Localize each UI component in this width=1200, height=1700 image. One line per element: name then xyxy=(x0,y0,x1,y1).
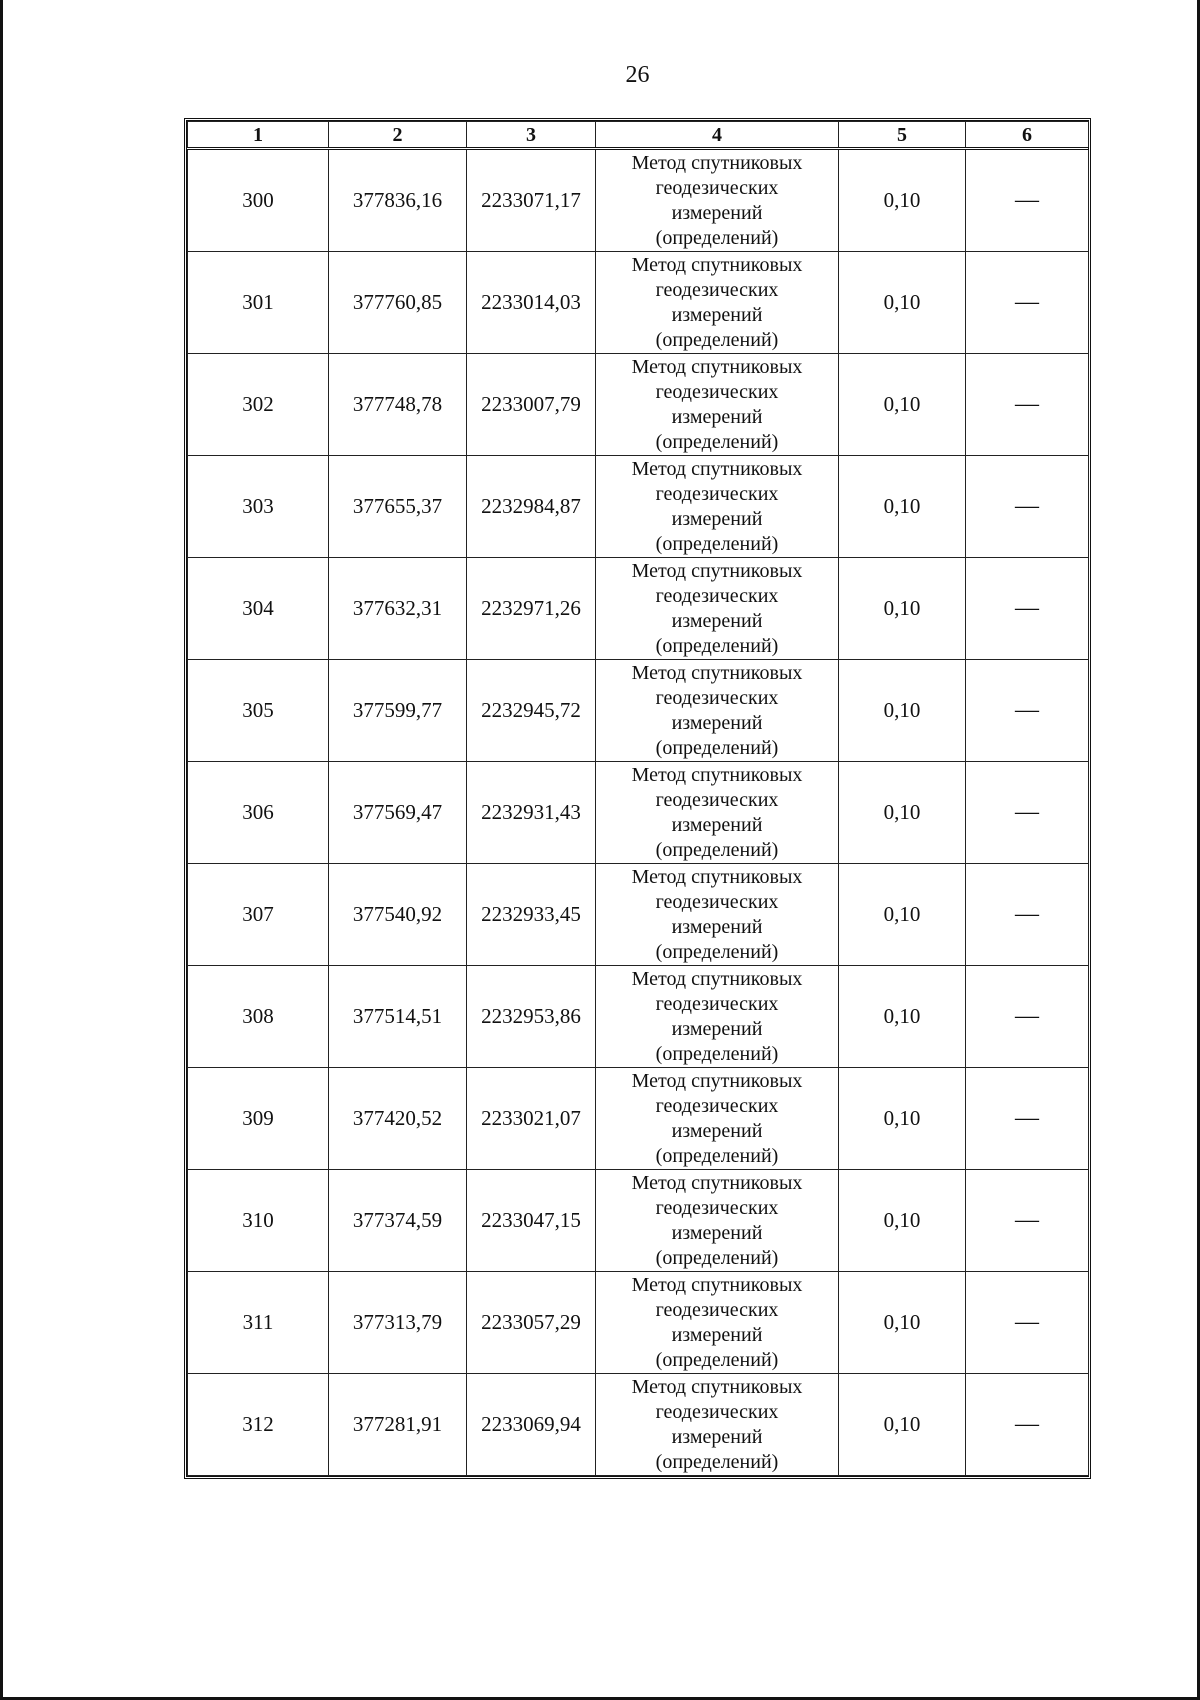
method-cell: Метод спутниковых геодезических измерений (определений) xyxy=(596,1374,839,1476)
coordinate-x-cell: 377281,91 xyxy=(329,1374,467,1476)
point-number-cell: 302 xyxy=(188,354,329,456)
coordinate-x-cell: 377313,79 xyxy=(329,1272,467,1374)
coordinate-y-cell: 2233021,07 xyxy=(467,1068,596,1170)
column-header-4: 4 xyxy=(596,122,839,149)
coordinate-x-cell: 377420,52 xyxy=(329,1068,467,1170)
coordinate-x-cell: 377514,51 xyxy=(329,966,467,1068)
coordinate-y-cell: 2232971,26 xyxy=(467,558,596,660)
accuracy-cell: 0,10 xyxy=(839,558,966,660)
accuracy-cell: 0,10 xyxy=(839,149,966,252)
method-cell: Метод спутниковых геодезических измерений (определений) xyxy=(596,864,839,966)
note-cell: — xyxy=(966,1272,1089,1374)
point-number-cell: 301 xyxy=(188,252,329,354)
accuracy-cell: 0,10 xyxy=(839,1272,966,1374)
table-row xyxy=(188,660,1089,762)
accuracy-cell: 0,10 xyxy=(839,252,966,354)
method-cell: Метод спутниковых геодезических измерений (определений) xyxy=(596,1068,839,1170)
method-cell: Метод спутниковых геодезических измерений (определений) xyxy=(596,1272,839,1374)
table-row xyxy=(188,1170,1089,1272)
coordinate-y-cell: 2233014,03 xyxy=(467,252,596,354)
coordinate-y-cell: 2233047,15 xyxy=(467,1170,596,1272)
note-cell: — xyxy=(966,762,1089,864)
note-cell: — xyxy=(966,456,1089,558)
coordinate-y-cell: 2232933,45 xyxy=(467,864,596,966)
note-cell: — xyxy=(966,864,1089,966)
accuracy-cell: 0,10 xyxy=(839,864,966,966)
note-cell: — xyxy=(966,558,1089,660)
accuracy-cell: 0,10 xyxy=(839,660,966,762)
table-header-row xyxy=(188,122,1089,149)
note-cell: — xyxy=(966,252,1089,354)
note-cell: — xyxy=(966,1068,1089,1170)
point-number-cell: 308 xyxy=(188,966,329,1068)
method-cell: Метод спутниковых геодезических измерений (определений) xyxy=(596,762,839,864)
method-cell: Метод спутниковых геодезических измерений (определений) xyxy=(596,149,839,252)
method-cell: Метод спутниковых геодезических измерений (определений) xyxy=(596,354,839,456)
column-header-3: 3 xyxy=(467,122,596,149)
point-number-cell: 309 xyxy=(188,1068,329,1170)
note-cell: — xyxy=(966,354,1089,456)
method-cell: Метод спутниковых геодезических измерений (определений) xyxy=(596,456,839,558)
point-number-cell: 311 xyxy=(188,1272,329,1374)
coordinate-x-cell: 377540,92 xyxy=(329,864,467,966)
coordinate-x-cell: 377374,59 xyxy=(329,1170,467,1272)
coordinate-y-cell: 2233007,79 xyxy=(467,354,596,456)
coordinate-x-cell: 377760,85 xyxy=(329,252,467,354)
note-cell: — xyxy=(966,149,1089,252)
table-row xyxy=(188,1374,1089,1476)
method-cell: Метод спутниковых геодезических измерений (определений) xyxy=(596,660,839,762)
accuracy-cell: 0,10 xyxy=(839,1068,966,1170)
table-row xyxy=(188,762,1089,864)
coordinates-table xyxy=(187,121,1089,1476)
coordinate-x-cell: 377632,31 xyxy=(329,558,467,660)
point-number-cell: 306 xyxy=(188,762,329,864)
method-cell: Метод спутниковых геодезических измерений (определений) xyxy=(596,966,839,1068)
accuracy-cell: 0,10 xyxy=(839,1374,966,1476)
column-header-1: 1 xyxy=(188,122,329,149)
accuracy-cell: 0,10 xyxy=(839,354,966,456)
note-cell: — xyxy=(966,660,1089,762)
method-cell: Метод спутниковых геодезических измерений (определений) xyxy=(596,252,839,354)
coordinate-x-cell: 377655,37 xyxy=(329,456,467,558)
coordinate-x-cell: 377599,77 xyxy=(329,660,467,762)
coordinate-y-cell: 2232984,87 xyxy=(467,456,596,558)
coordinates-table-frame xyxy=(184,118,1091,1479)
table-row xyxy=(188,1272,1089,1374)
table-row xyxy=(188,558,1089,660)
column-header-5: 5 xyxy=(839,122,966,149)
coordinate-x-cell: 377748,78 xyxy=(329,354,467,456)
accuracy-cell: 0,10 xyxy=(839,966,966,1068)
note-cell: — xyxy=(966,1170,1089,1272)
table-row xyxy=(188,864,1089,966)
column-header-6: 6 xyxy=(966,122,1089,149)
note-cell: — xyxy=(966,966,1089,1068)
note-cell: — xyxy=(966,1374,1089,1476)
coordinate-y-cell: 2233069,94 xyxy=(467,1374,596,1476)
coordinate-x-cell: 377836,16 xyxy=(329,149,467,252)
coordinate-x-cell: 377569,47 xyxy=(329,762,467,864)
point-number-cell: 303 xyxy=(188,456,329,558)
accuracy-cell: 0,10 xyxy=(839,456,966,558)
table-row xyxy=(188,1068,1089,1170)
table-row xyxy=(188,252,1089,354)
table-row xyxy=(188,354,1089,456)
accuracy-cell: 0,10 xyxy=(839,1170,966,1272)
coordinate-y-cell: 2233071,17 xyxy=(467,149,596,252)
table-row xyxy=(188,456,1089,558)
table-row xyxy=(188,149,1089,252)
point-number-cell: 304 xyxy=(188,558,329,660)
column-header-2: 2 xyxy=(329,122,467,149)
point-number-cell: 300 xyxy=(188,149,329,252)
method-cell: Метод спутниковых геодезических измерений (определений) xyxy=(596,1170,839,1272)
scan-border-left xyxy=(0,0,3,1700)
coordinate-y-cell: 2232945,72 xyxy=(467,660,596,762)
method-cell: Метод спутниковых геодезических измерений (определений) xyxy=(596,558,839,660)
coordinate-y-cell: 2232953,86 xyxy=(467,966,596,1068)
point-number-cell: 312 xyxy=(188,1374,329,1476)
point-number-cell: 310 xyxy=(188,1170,329,1272)
point-number-cell: 305 xyxy=(188,660,329,762)
accuracy-cell: 0,10 xyxy=(839,762,966,864)
table-row xyxy=(188,966,1089,1068)
coordinate-y-cell: 2233057,29 xyxy=(467,1272,596,1374)
page-number: 26 xyxy=(625,62,650,88)
point-number-cell: 307 xyxy=(188,864,329,966)
coordinate-y-cell: 2232931,43 xyxy=(467,762,596,864)
